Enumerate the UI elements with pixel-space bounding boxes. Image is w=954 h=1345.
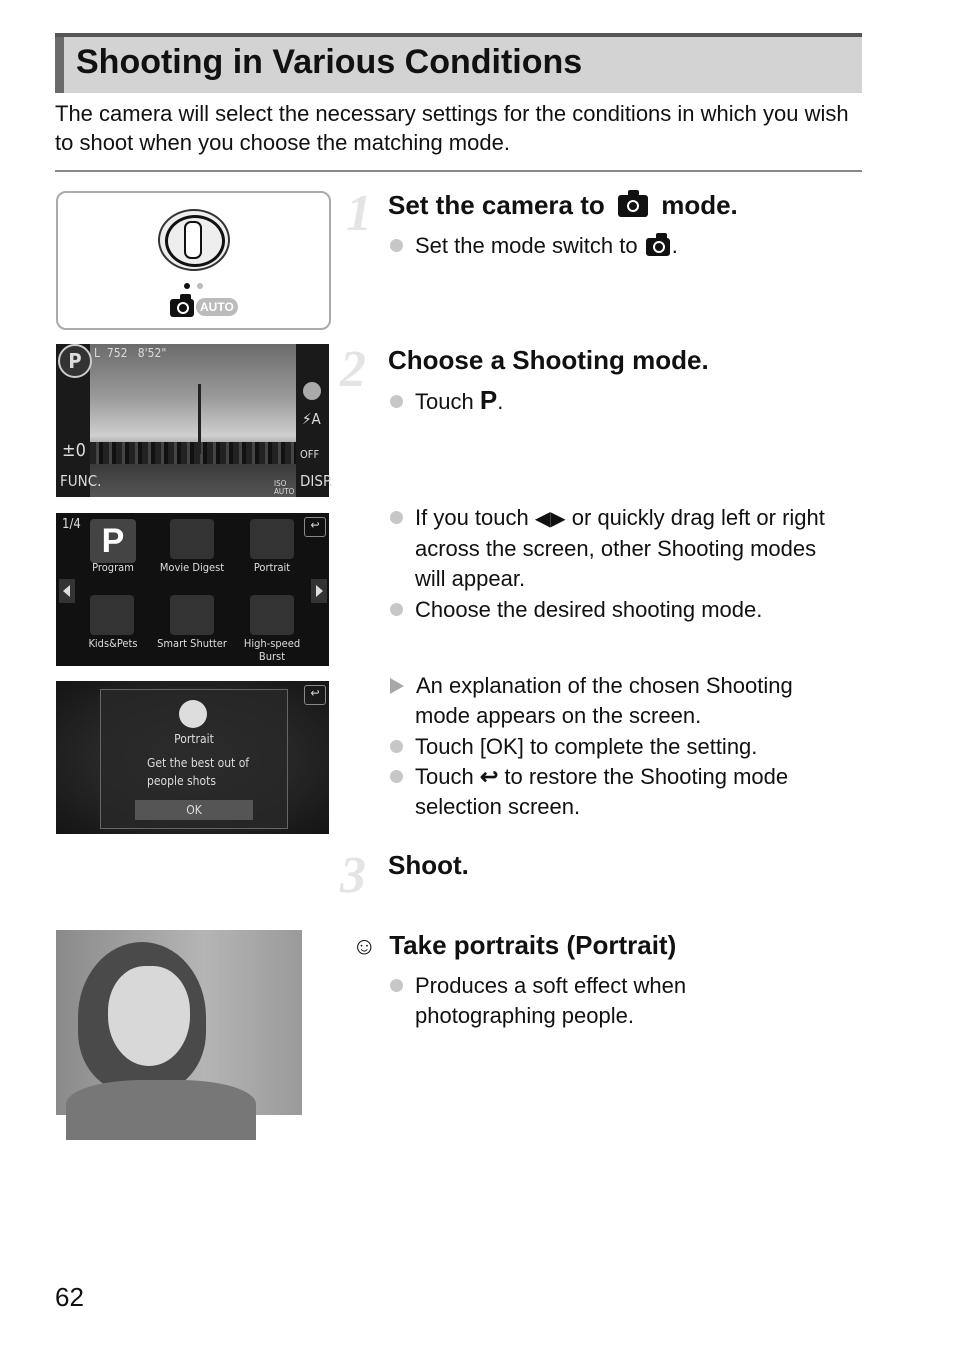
- step2-touch-text: Touch: [415, 389, 474, 414]
- step1-bullet: [390, 231, 678, 261]
- portrait-heading: [352, 930, 676, 961]
- iso-indicator: ISO AUTO: [274, 479, 295, 496]
- intro-text: The camera will select the necessary settings for the conditions in which you wish to shoot when you choose the matching mode.: [55, 101, 849, 155]
- b4-line2: mode appears on the screen.: [415, 703, 702, 728]
- ok-button[interactable]: OK: [135, 800, 253, 820]
- bullet-dot: [390, 511, 403, 524]
- lcd-mode-explanation: [56, 681, 329, 834]
- bullet-dot: [390, 740, 403, 753]
- step2-bullet-arrows: [390, 503, 870, 625]
- explanation-desc-l2: people shots: [147, 774, 216, 788]
- step1-heading: [388, 190, 738, 221]
- mode-tile-portrait[interactable]: [250, 519, 294, 559]
- shirt: [66, 1080, 256, 1140]
- func-button[interactable]: FUNC.: [60, 472, 102, 490]
- mode-tile-program[interactable]: P: [90, 519, 136, 563]
- ev-value[interactable]: ±0: [62, 440, 86, 461]
- portrait-heading-text: Take portraits (Portrait): [389, 930, 677, 960]
- step3-heading: Shoot.: [388, 850, 469, 880]
- explanation-panel: [100, 689, 288, 829]
- b6-line2: selection screen.: [415, 794, 581, 819]
- portrait-b-line1: Produces a soft effect when: [415, 973, 687, 998]
- step1-heading-pre: Set the camera to: [388, 190, 605, 220]
- bullet-dot: [390, 770, 403, 783]
- off-button[interactable]: OFF: [300, 448, 320, 461]
- step1-bullet-text: Set the mode switch to: [415, 233, 638, 258]
- step1-heading-post: mode.: [661, 190, 738, 220]
- mode-tile-smart-shutter[interactable]: [170, 595, 214, 635]
- left-right-arrows-icon: ◀▶: [534, 508, 566, 530]
- tower: [198, 384, 201, 454]
- page-title-bar: [55, 33, 862, 93]
- mode-tile-movie-digest[interactable]: [170, 519, 214, 559]
- explanation-mode-name: Portrait: [174, 732, 214, 746]
- bullet-dot: [390, 979, 403, 992]
- p-mode-icon: P: [479, 385, 498, 415]
- b3-text: Choose the desired shooting mode.: [415, 597, 763, 622]
- mode-label: Kids&Pets: [88, 637, 138, 650]
- mode-switch: [158, 209, 230, 271]
- page-title: Shooting in Various Conditions: [76, 43, 583, 81]
- return-icon: ↩: [479, 764, 499, 789]
- portrait-photo: [56, 930, 302, 1115]
- menu-page-indicator: 1/4: [62, 517, 81, 532]
- mode-p-icon[interactable]: P: [58, 344, 92, 378]
- step1-bullet-end: .: [671, 233, 678, 258]
- mode-label: Smart Shutter: [157, 637, 227, 650]
- flash-button[interactable]: ⚡A: [302, 410, 321, 428]
- b4-line1: An explanation of the chosen Shooting: [416, 673, 793, 698]
- bullet-dot: [390, 395, 403, 408]
- disp-button[interactable]: DISP.: [300, 472, 334, 490]
- title-accent: [55, 37, 64, 93]
- status-readout: L 752 8'52": [94, 346, 167, 360]
- mode-label: Program: [92, 561, 134, 574]
- page-number: 62: [55, 1282, 84, 1312]
- bullet-dot: [390, 239, 403, 252]
- explanation-desc-l1: Get the best out of: [147, 756, 250, 770]
- camera-icon: [170, 299, 194, 317]
- step2-touch-end: .: [497, 389, 504, 414]
- result-arrow-icon: [390, 678, 404, 694]
- camera-icon: [618, 195, 648, 217]
- b2-line2: across the screen, other Shooting modes: [415, 536, 817, 561]
- step-number-2: 2: [340, 341, 366, 398]
- b2-pre: If you touch: [415, 505, 529, 530]
- return-icon[interactable]: ↩: [304, 517, 326, 537]
- lcd-mode-menu: [56, 513, 329, 666]
- shutter-dot-icon[interactable]: [303, 382, 321, 400]
- b2-line3: will appear.: [415, 566, 526, 591]
- mode-label: Portrait: [253, 561, 291, 574]
- auto-icon: AUTO: [196, 298, 238, 316]
- face: [108, 966, 190, 1066]
- portrait-icon: ☺: [352, 933, 377, 960]
- mode-tile-kids-pets[interactable]: [90, 595, 134, 635]
- step2-bullet-explanation: [390, 671, 870, 822]
- divider: [55, 170, 862, 172]
- skyline: [90, 442, 296, 464]
- sky-photo: [90, 344, 296, 497]
- bullet-dot: [390, 603, 403, 616]
- return-icon[interactable]: ↩: [304, 685, 326, 705]
- lcd-shooting-screen: [56, 344, 334, 497]
- mode-switch-illustration: [56, 191, 331, 330]
- portrait-bullet: [390, 971, 870, 1031]
- portrait-mode-icon: [179, 700, 207, 728]
- b5-text: Touch [OK] to complete the setting.: [415, 734, 758, 759]
- b2-post: or quickly drag left or right: [571, 505, 825, 530]
- camera-icon: [646, 238, 670, 256]
- mode-label: Movie Digest: [159, 561, 225, 574]
- mode-label: High-speed Burst: [243, 637, 301, 663]
- step2-heading: Choose a Shooting mode.: [388, 345, 709, 375]
- step-number-1: 1: [346, 185, 372, 242]
- step-number-3: 3: [340, 847, 366, 904]
- b6-pre: Touch: [415, 764, 474, 789]
- portrait-b-line2: photographing people.: [415, 1003, 634, 1028]
- b6-post: to restore the Shooting mode: [504, 764, 789, 789]
- step2-bullet-touch-p: [390, 385, 503, 417]
- mode-tile-high-speed-burst[interactable]: [250, 595, 294, 635]
